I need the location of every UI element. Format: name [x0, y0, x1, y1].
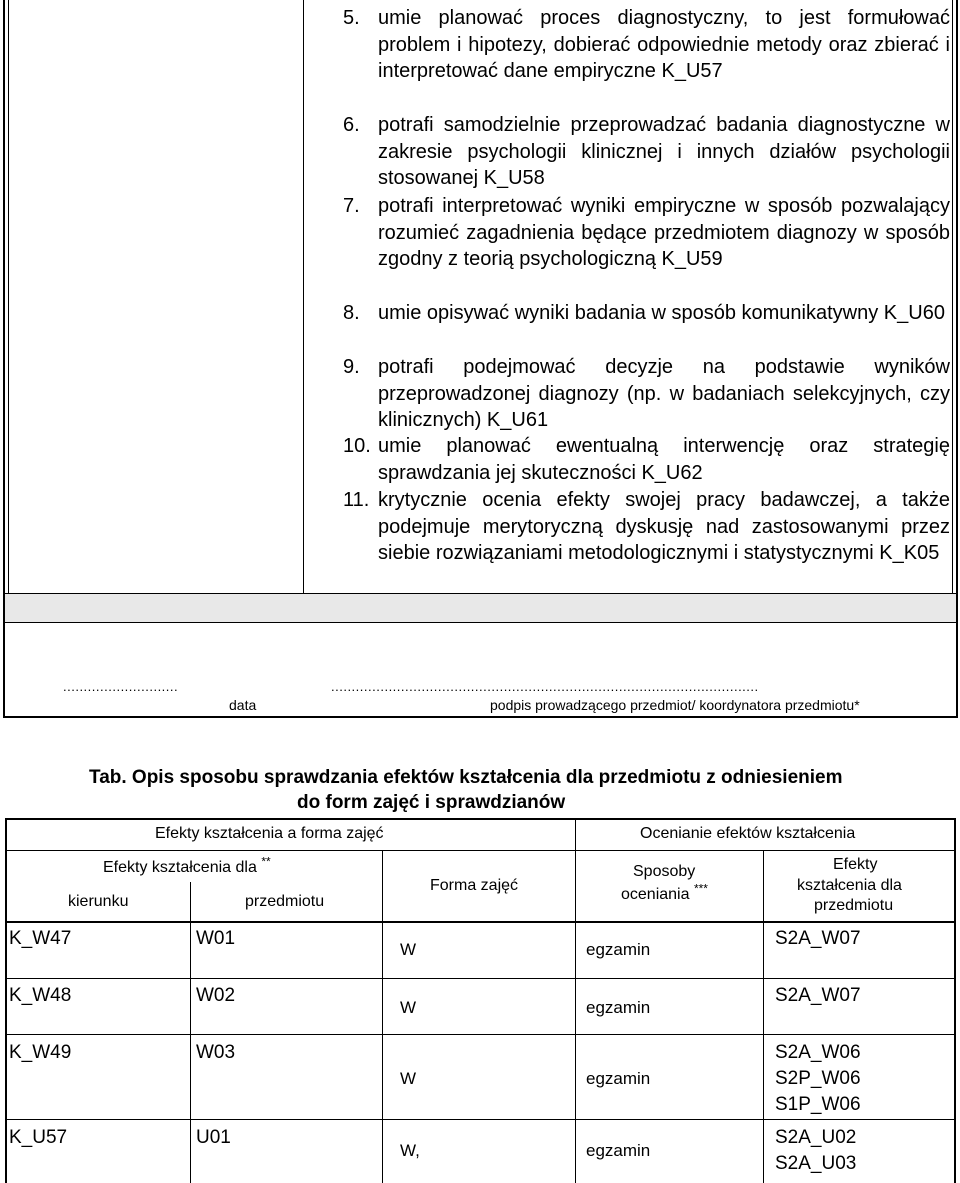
header-kierunku: kierunku [68, 893, 129, 910]
date-dotted-line: ............................ [63, 679, 179, 694]
header-sposoby-text: oceniania [621, 886, 690, 903]
signature-dotted-line: ........................................................................................................ [331, 679, 759, 694]
outcome-text: krytycznie ocenia efekty swojej pracy badawczej, a także podejmuje merytoryczną dyskusję nad zastosowanymi przez siebie rozwiązaniami metodologicznymi i statystycznymi K_K05 [378, 489, 950, 564]
signature-label: podpis prowadzącego przedmiot/ koordynatora przedmiotu* [490, 697, 860, 713]
header-przedmiotu: przedmiotu [245, 893, 325, 910]
header-efekty-line3: przedmiotu [814, 897, 894, 914]
outcome-text: potrafi interpretować wyniki empiryczne w sposób pozwalający rozumieć zagadnienia będące przedmiotem diagnozy w sposób zgodny z teorią psychologiczną K_U59 [378, 195, 950, 270]
header-sposoby-line1: Sposoby [633, 863, 696, 880]
table-heading-line1: Tab. Opis sposobu sprawdzania efektów kształcenia dla przedmiotu z odniesieniem [89, 767, 843, 788]
cell-przedmiotu: W01 [196, 928, 236, 949]
outcome-text: potrafi samodzielnie przeprowadzać badania diagnostyczne w zakresie psychologii klinicznej i innych działów psychologii stosowanej K_U58 [378, 114, 950, 189]
cell-przedmiotu: W02 [196, 985, 236, 1006]
header-forma: Forma zajęć [430, 877, 519, 894]
outcome-text: umie opisywać wyniki badania w sposób komunikatywny K_U60 [378, 302, 945, 324]
cell-sposoby: egzamin [586, 1141, 651, 1160]
outcome-item-10 [343, 433, 950, 487]
outcome-item-5 [343, 5, 950, 111]
header-efekty-line2: kształcenia dla [797, 877, 902, 894]
cell-przedmiotu: U01 [196, 1127, 231, 1148]
cell-efekty: S1P_W06 [775, 1094, 861, 1115]
cell-efekty: S2A_U03 [775, 1153, 857, 1174]
outcome-number: 7. [343, 195, 360, 217]
cell-sposoby: egzamin [586, 1069, 651, 1088]
cell-forma: W [400, 1069, 417, 1088]
cell-sposoby: egzamin [586, 940, 651, 959]
outcome-text: potrafi podejmować decyzje na podstawie wyników przeprowadzonej diagnozy (np. w badaniach selekcyjnych, czy klinicznych) K_U61 [378, 356, 950, 431]
outcome-item-11 [343, 487, 950, 593]
header-effects-forms: Efekty kształcenia a forma zajęć [155, 825, 384, 842]
header-effects-for [103, 854, 271, 877]
outcome-item-6 [343, 112, 950, 192]
outcome-number: 9. [343, 356, 360, 378]
date-label: data [229, 697, 257, 713]
gray-band [5, 594, 956, 622]
outcome-item-9 [343, 354, 950, 434]
cell-forma: W, [400, 1141, 420, 1160]
cell-efekty: S2P_W06 [775, 1068, 861, 1089]
cell-sposoby: egzamin [586, 998, 651, 1017]
cell-kierunku: K_W48 [9, 985, 72, 1006]
footnote-marker: ** [261, 854, 271, 869]
cell-kierunku: K_U57 [9, 1127, 68, 1148]
outcome-number: 5. [343, 7, 360, 29]
header-efekty-line1: Efekty [833, 856, 878, 873]
header-assessment: Ocenianie efektów kształcenia [640, 825, 856, 842]
outcome-number: 10. [343, 435, 371, 457]
outcome-number: 6. [343, 114, 360, 136]
cell-przedmiotu: W03 [196, 1042, 236, 1063]
cell-efekty: S2A_W06 [775, 1042, 861, 1063]
cell-kierunku: K_W49 [9, 1042, 72, 1063]
outcome-number: 11. [343, 489, 370, 511]
outcome-text: umie planować proces diagnostyczny, to jest formułować problem i hipotezy, dobierać odpowiednie metody oraz zbierać i interpretować dane empiryczne K_U57 [378, 7, 950, 82]
header-sposoby-line2 [621, 881, 708, 904]
header-effects-for-text: Efekty kształcenia dla [103, 859, 257, 876]
cell-kierunku: K_W47 [9, 928, 72, 949]
cell-efekty: S2A_U02 [775, 1127, 857, 1148]
outcome-item-8 [343, 300, 950, 354]
cell-forma: W [400, 940, 417, 959]
outcome-number: 8. [343, 302, 360, 324]
cell-forma: W [400, 998, 417, 1017]
cell-efekty: S2A_W07 [775, 928, 861, 949]
footnote-marker: *** [693, 881, 708, 896]
table-heading-line2: do form zajęć i sprawdzianów [297, 792, 566, 813]
outcome-item-7 [343, 193, 950, 299]
outcome-text: umie planować ewentualną interwencję oraz strategię sprawdzania jej skuteczności K_U62 [378, 435, 950, 484]
cell-efekty: S2A_W07 [775, 985, 861, 1006]
